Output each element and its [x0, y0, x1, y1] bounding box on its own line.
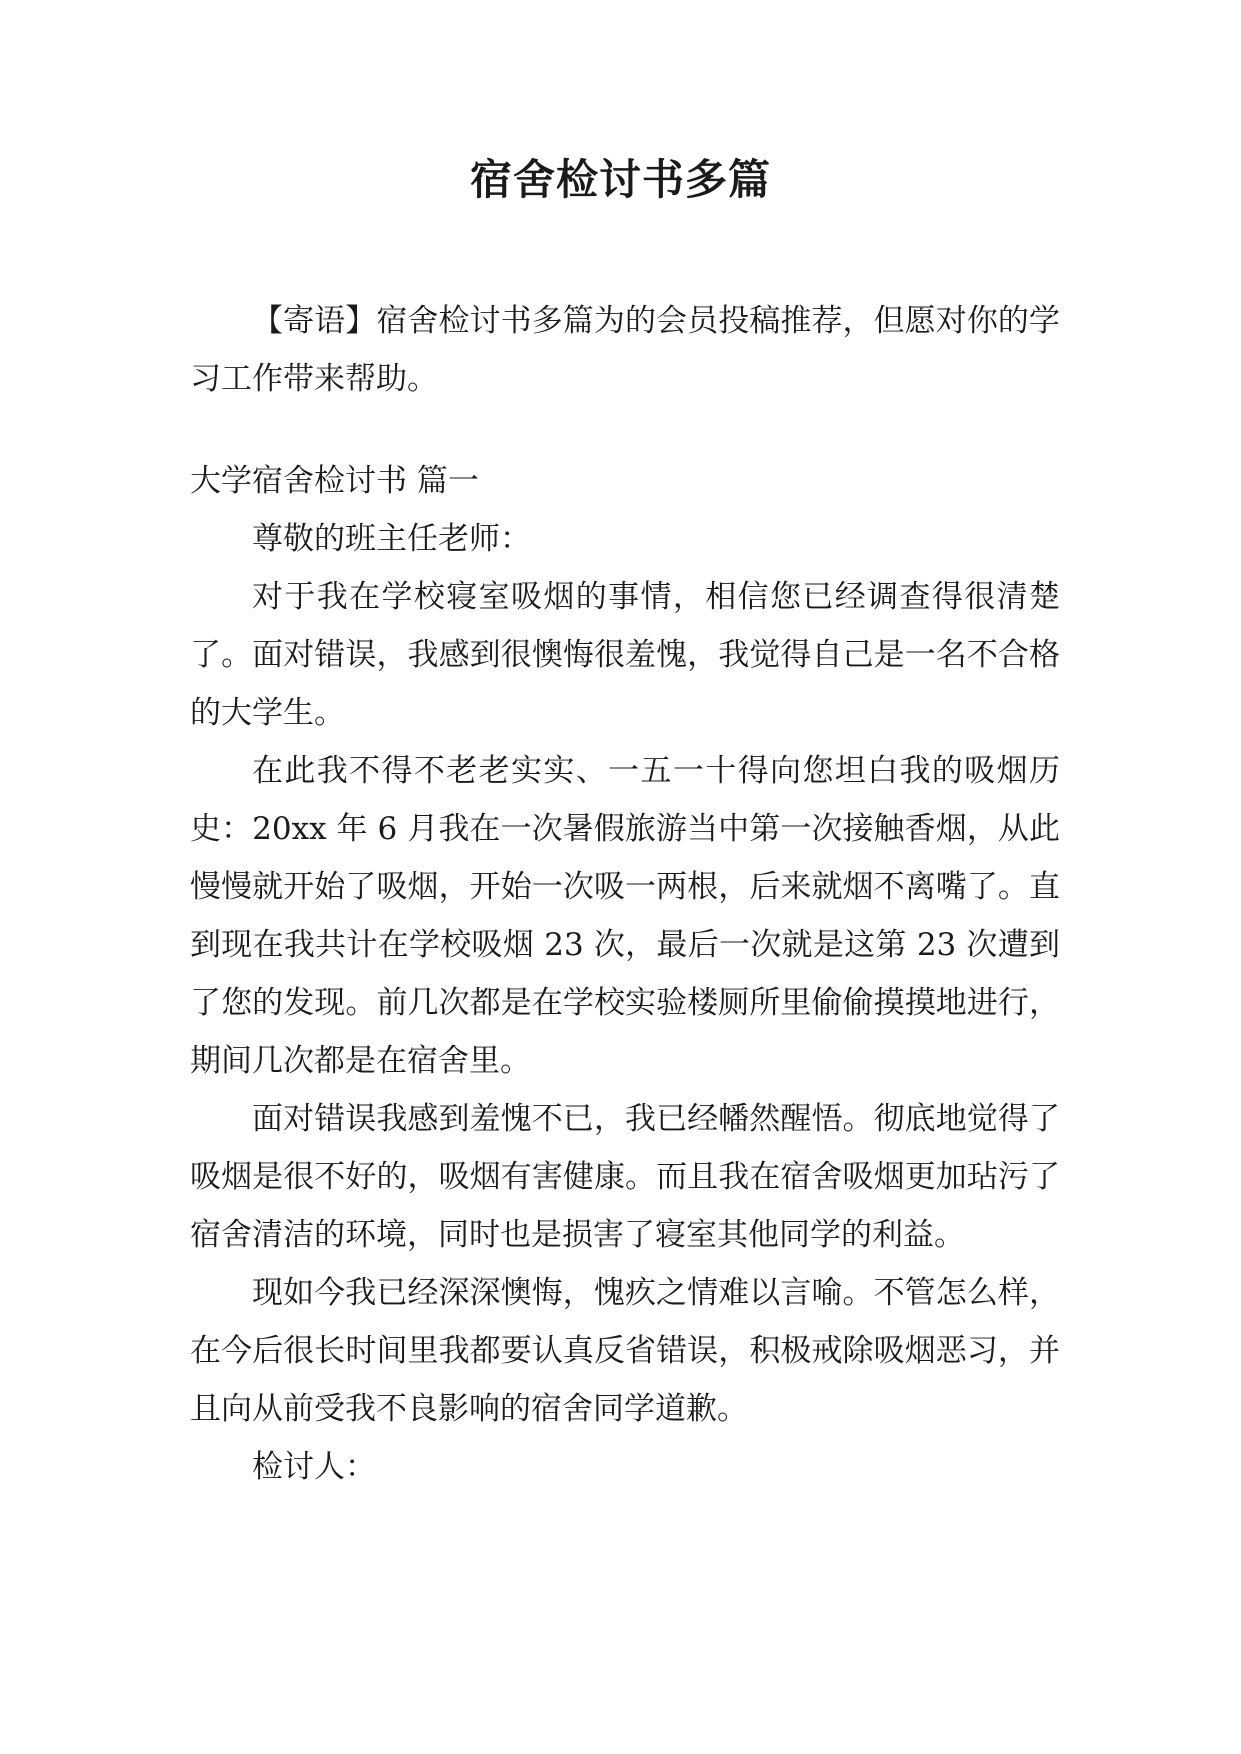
body-paragraph-1: 对于我在学校寝室吸烟的事情，相信您已经调查得很清楚了。面对错误，我感到很懊悔很羞愧，我觉得自己是一名不合格的大学生。: [190, 579, 1060, 731]
body-paragraph-4: 现如今我已经深深懊悔，愧疚之情难以言喻。不管怎么样，在今后很长时间里我都要认真反省错误，积极戒除吸烟恶习，并且向从前受我不良影响的宿舍同学道歉。: [190, 1275, 1060, 1427]
salutation: 尊敬的班主任老师：: [252, 521, 531, 557]
section-heading: 大学宿舍检讨书 篇一: [190, 463, 479, 499]
signature-line: 检讨人：: [252, 1449, 376, 1485]
body-paragraph-3: 面对错误我感到羞愧不已，我已经幡然醒悟。彻底地觉得了吸烟是很不好的，吸烟有害健康。而且我在宿舍吸烟更加玷污了宿舍清洁的环境，同时也是损害了寝室其他同学的利益。: [190, 1101, 1060, 1253]
document-title: 宿舍检讨书多篇: [469, 155, 771, 204]
body-paragraph-2: 在此我不得不老老实实、一五一十得向您坦白我的吸烟历史：20xx 年 6 月我在一次暑假旅游当中第一次接触香烟，从此慢慢就开始了吸烟，开始一次吸一两根，后来就烟不离嘴了。直到现在我共计在学校吸烟 23 次，最后一次就是这第 23 次遭到了您的发现。前几次都是在学校实验楼厕所里偷偷摸摸地进行，期间几次都是在宿舍里。: [190, 753, 1060, 1079]
document-body: [190, 292, 1060, 1496]
intro-paragraph: 【寄语】宿舍检讨书多篇为的会员投稿推荐，但愿对你的学习工作带来帮助。: [190, 303, 1060, 397]
